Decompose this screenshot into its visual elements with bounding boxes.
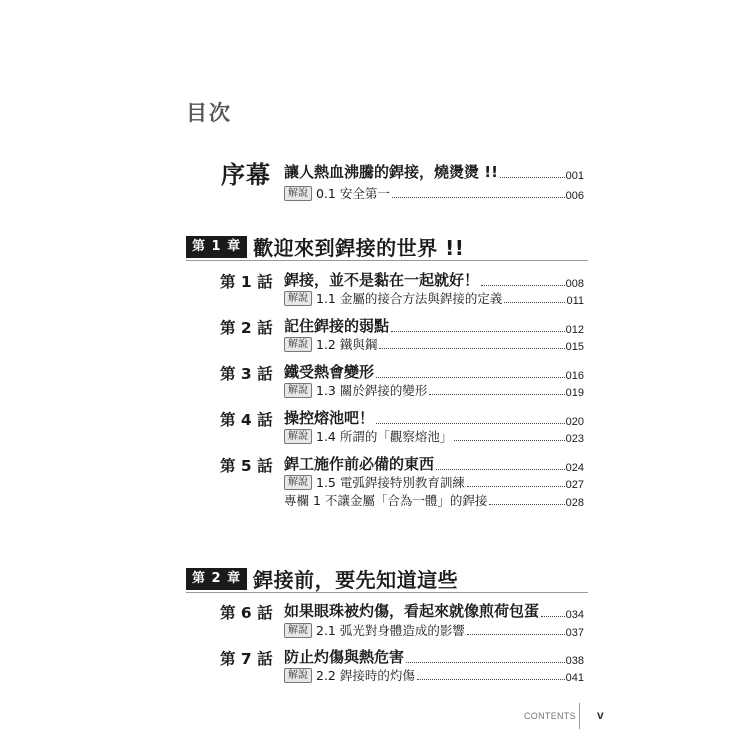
chapter-badge: 第 1 章: [186, 236, 247, 258]
chapter-2-header[interactable]: [186, 564, 458, 593]
sub-entry[interactable]: [284, 290, 584, 307]
story-entry[interactable]: [284, 362, 584, 382]
commentary-badge: 解說: [284, 668, 312, 683]
commentary-badge: 解說: [284, 383, 312, 398]
story-entry[interactable]: [284, 647, 584, 667]
entry-title: 0.1 安全第一: [316, 186, 390, 201]
toc-title: 目次: [186, 101, 232, 125]
entry-title: 銲接，並不是黏在一起就好！: [284, 271, 480, 289]
entry-title: 1.5 電弧銲接特別教育訓練: [316, 475, 465, 490]
entry-page: 006: [565, 190, 584, 202]
entry-title: 1.2 鐵與鋼: [316, 337, 378, 352]
entry-title: 1.1 金屬的接合方法與銲接的定義: [316, 291, 503, 306]
leader-dots: [489, 503, 564, 505]
chapter-1-header[interactable]: [186, 232, 464, 261]
leader-dots: [376, 422, 565, 424]
sub-entry[interactable]: [284, 382, 584, 399]
footer-divider: [579, 703, 580, 729]
chapter-divider: [186, 260, 588, 261]
leader-dots: [467, 633, 565, 635]
leader-dots: [436, 468, 565, 470]
entry-page: 011: [566, 295, 584, 307]
story-label: 第 2 話: [220, 319, 273, 337]
story-label: 第 6 話: [220, 604, 273, 622]
commentary-badge: 解說: [284, 429, 312, 444]
leader-dots: [417, 678, 565, 680]
footer-section-label: CONTENTS: [524, 711, 576, 721]
entry-page: 015: [565, 341, 584, 353]
commentary-badge: 解說: [284, 291, 312, 306]
story-label: 第 1 話: [220, 273, 273, 291]
entry-page: 012: [565, 324, 584, 336]
entry-title: 銲工施作前必備的東西: [284, 455, 435, 473]
entry-title: 防止灼傷與熱危害: [284, 648, 405, 666]
entry-page: 034: [565, 609, 584, 621]
entry-page: 008: [565, 278, 584, 290]
chapter-title: 歡迎來到銲接的世界 !!: [253, 236, 465, 260]
entry-page: 023: [565, 433, 584, 445]
story-entry[interactable]: [284, 270, 584, 290]
entry-page: 020: [565, 416, 584, 428]
story-entry[interactable]: [284, 454, 584, 474]
story-entry[interactable]: [284, 601, 584, 621]
entry-title: 操控熔池吧！: [284, 409, 375, 427]
entry-page: 038: [565, 655, 584, 667]
leader-dots: [454, 439, 564, 441]
entry-page: 027: [565, 479, 584, 491]
entry-page: 024: [565, 462, 584, 474]
leader-dots: [467, 485, 565, 487]
commentary-badge: 解說: [284, 337, 312, 352]
entry-page: 028: [565, 497, 584, 509]
leader-dots: [429, 393, 564, 395]
entry-title: 1.3 關於銲接的變形: [316, 383, 428, 398]
sub-entry[interactable]: [284, 336, 584, 353]
sub-entry[interactable]: [284, 622, 584, 639]
entry-title: 鐵受熱會變形: [284, 363, 375, 381]
story-label: 第 5 話: [220, 457, 273, 475]
entry-title: 1.4 所謂的「觀察熔池」: [316, 429, 453, 444]
leader-dots: [500, 176, 565, 178]
prologue-entry[interactable]: [284, 162, 584, 182]
story-entry[interactable]: [284, 316, 584, 336]
leader-dots: [541, 615, 565, 617]
entry-title: 記住銲接的弱點: [284, 317, 390, 335]
prologue-label: 序幕: [221, 161, 271, 189]
commentary-badge: 解說: [284, 623, 312, 638]
chapter-title: 銲接前，要先知道這些: [253, 568, 459, 592]
entry-title: 2.2 銲接時的灼傷: [316, 668, 415, 683]
entry-page: 016: [565, 370, 584, 382]
story-label: 第 3 話: [220, 365, 273, 383]
leader-dots: [376, 376, 565, 378]
page-number: v: [597, 708, 604, 722]
story-entry[interactable]: [284, 408, 584, 428]
leader-dots: [481, 284, 565, 286]
commentary-badge: 解說: [284, 475, 312, 490]
leader-dots: [406, 661, 565, 663]
commentary-badge: 解說: [284, 186, 312, 201]
chapter-divider: [186, 592, 588, 593]
leader-dots: [379, 347, 564, 349]
entry-title: 專欄 1 不讓金屬「合為一體」的銲接: [284, 493, 488, 508]
entry-title: 讓人熱血沸騰的銲接，燒燙燙 !!: [284, 163, 498, 181]
entry-page: 019: [565, 387, 584, 399]
leader-dots: [392, 196, 565, 198]
leader-dots: [391, 330, 565, 332]
leader-dots: [504, 301, 565, 303]
chapter-badge: 第 2 章: [186, 568, 247, 590]
sub-entry[interactable]: [284, 474, 584, 491]
entry-title: 如果眼珠被灼傷，看起來就像煎荷包蛋: [284, 602, 540, 620]
entry-page: 041: [565, 672, 584, 684]
story-label: 第 4 話: [220, 411, 273, 429]
story-label: 第 7 話: [220, 650, 273, 668]
entry-page: 037: [565, 627, 584, 639]
column-entry[interactable]: [284, 492, 584, 509]
sub-entry[interactable]: [284, 667, 584, 684]
entry-page: 001: [565, 170, 584, 182]
entry-title: 2.1 弧光對身體造成的影響: [316, 623, 465, 638]
prologue-sub-entry[interactable]: [284, 185, 584, 202]
sub-entry[interactable]: [284, 428, 584, 445]
